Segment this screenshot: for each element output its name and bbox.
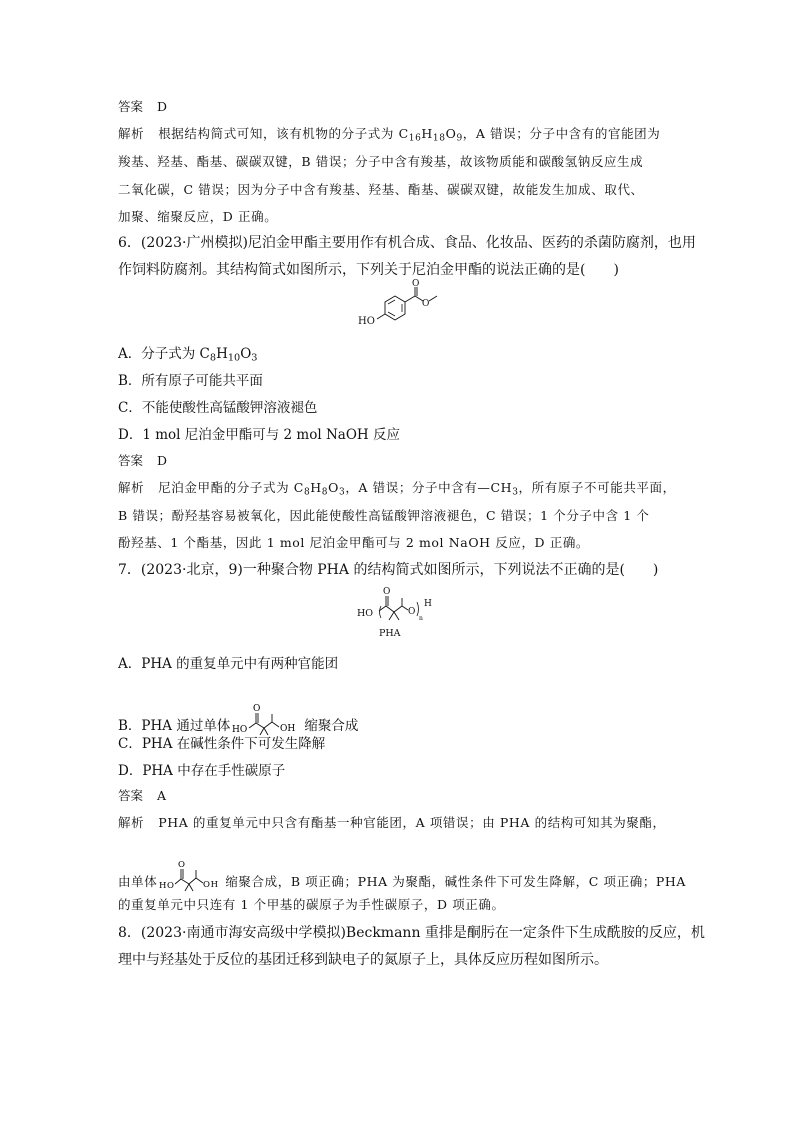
pha-n-label: n xyxy=(419,615,423,622)
q7-option-d: D．PHA 中存在手性碳原子 xyxy=(118,763,286,779)
q6-option-d: D．1 mol 尼泊金甲酯可与 2 mol NaOH 反应 xyxy=(118,427,400,443)
explanation-label: 解析 xyxy=(118,480,145,495)
methylparaben-structure xyxy=(355,279,465,334)
ho-label: HO xyxy=(358,316,375,327)
answer-value: D xyxy=(157,99,168,114)
answer-value: A xyxy=(157,788,167,803)
pha-carbonyl-o-label: O xyxy=(383,587,391,597)
answer-value: D xyxy=(157,453,168,468)
q5-explanation-line-4: 加聚、缩聚反应，D 正确。 xyxy=(118,209,278,224)
monomer-o-label: O xyxy=(178,860,186,870)
carbonyl-o-label: O xyxy=(412,279,420,289)
monomer-structure-inline-2 xyxy=(159,858,223,895)
q6-explanation-line-2: B 错误；酚羟基容易被氧化，因此能使酸性高锰酸钾溶液褪色，C 错误；1 个分子中含 1 个 xyxy=(118,508,650,523)
answer-label: 答案 xyxy=(118,453,144,468)
q6-explanation-line-1: 解析 尼泊金甲酯的分子式为 $C_8H_8O_3$，A 错误；分子中含有$—CH_3$，所有原子不可能共平面， xyxy=(118,480,676,498)
monomer-oh-label: OH xyxy=(280,724,296,734)
monomer-o-label: O xyxy=(253,704,261,714)
q7-explanation-line-2: 由单体 HO O OH 缩聚合成，B 项正确；PHA 为聚酯，碱性条件下可发生降解，C 项正确；PHA xyxy=(118,858,678,895)
monomer-ho-label: HO xyxy=(159,881,175,891)
q7-stem: 7．(2023·北京，9)一种聚合物 PHA 的结构简式如图所示，下列说法不正确的是( ) xyxy=(118,562,659,578)
q6-option-b: B．所有原子可能共平面 xyxy=(118,373,263,389)
explanation-label: 解析 xyxy=(118,815,145,830)
q7-explanation-line-1: 解析 PHA 的重复单元中只含有酯基一种官能团，A 项错误；由 PHA 的结构可知其为聚酯， xyxy=(118,815,666,830)
q7-option-b: B．PHA 通过单体 HO O OH 缩聚合成 xyxy=(118,702,678,740)
q6-option-c: C．不能使酸性高锰酸钾溶液褪色 xyxy=(118,400,318,416)
q6-stem-line-1: 6．(2023·广州模拟)尼泊金甲酯主要用作有机合成、食品、化妆品、医药的杀菌防腐剂，也用 xyxy=(118,235,696,251)
q5-answer xyxy=(118,97,678,115)
pha-chain-o-label: O xyxy=(408,607,416,617)
pha-ho-label: HO xyxy=(357,608,374,619)
monomer-ho-label: HO xyxy=(232,725,248,735)
monomer-structure xyxy=(232,702,302,736)
q6-explanation-line-3: 酚羟基、1 个酯基，因此 1 mol 尼泊金甲酯可与 2 mol NaOH 反应，D 正确。 xyxy=(118,535,590,550)
q5-explanation-line-2: 羧基、羟基、酯基、碳碳双键，B 错误；分子中含有羧基，故该物质能和碳酸氢钠反应生成 xyxy=(118,154,644,169)
q8-stem-line-1: 8．(2023·南通市海安高级中学模拟)Beckmann 重排是酮肟在一定条件下生成酰胺的反应，机 xyxy=(118,925,705,941)
pha-h-label: H xyxy=(424,599,432,609)
monomer-oh-label: OH xyxy=(203,880,219,890)
q6-answer xyxy=(118,451,678,469)
explanation-label: 解析 xyxy=(118,126,145,141)
q7-pha-figure xyxy=(355,584,445,640)
q6-structure-figure xyxy=(355,279,465,334)
q6-option-a: A．分子式为 $C_8H_{10}O_3$ xyxy=(118,346,258,364)
monomer-structure-2 xyxy=(159,858,223,892)
q6-stem-line-2: 作饲料防腐剂。其结构简式如图所示，下列关于尼泊金甲酯的说法正确的是( ) xyxy=(118,262,619,278)
pha-structure xyxy=(355,584,445,640)
q5-explanation-line-1: 解析 根据结构简式可知，该有机物的分子式为 $C_{16}H_{18}O_9$，A 错误；分子中含有的官能团为 xyxy=(118,126,661,144)
q7-option-a: A．PHA 的重复单元中有两种官能团 xyxy=(118,656,339,672)
pha-caption: PHA xyxy=(379,628,401,639)
ester-o-label: O xyxy=(422,299,430,309)
q7-answer xyxy=(118,786,678,804)
answer-label: 答案 xyxy=(118,788,144,803)
q7-explanation-line-3: 的重复单元中只连有 1 个甲基的碳原子为手性碳原子，D 项正确。 xyxy=(118,897,505,912)
answer-label: 答案 xyxy=(118,99,144,114)
q7-option-c: C．PHA 在碱性条件下可发生降解 xyxy=(118,736,326,752)
q8-stem-line-2: 理中与羟基处于反位的基团迁移到缺电子的氮原子上，具体反应历程如图所示。 xyxy=(118,952,608,968)
q5-explanation-line-3: 二氧化碳，C 错误；因为分子中含有羧基、羟基、酯基、碳碳双键，故能发生加成、取代、 xyxy=(118,182,644,197)
